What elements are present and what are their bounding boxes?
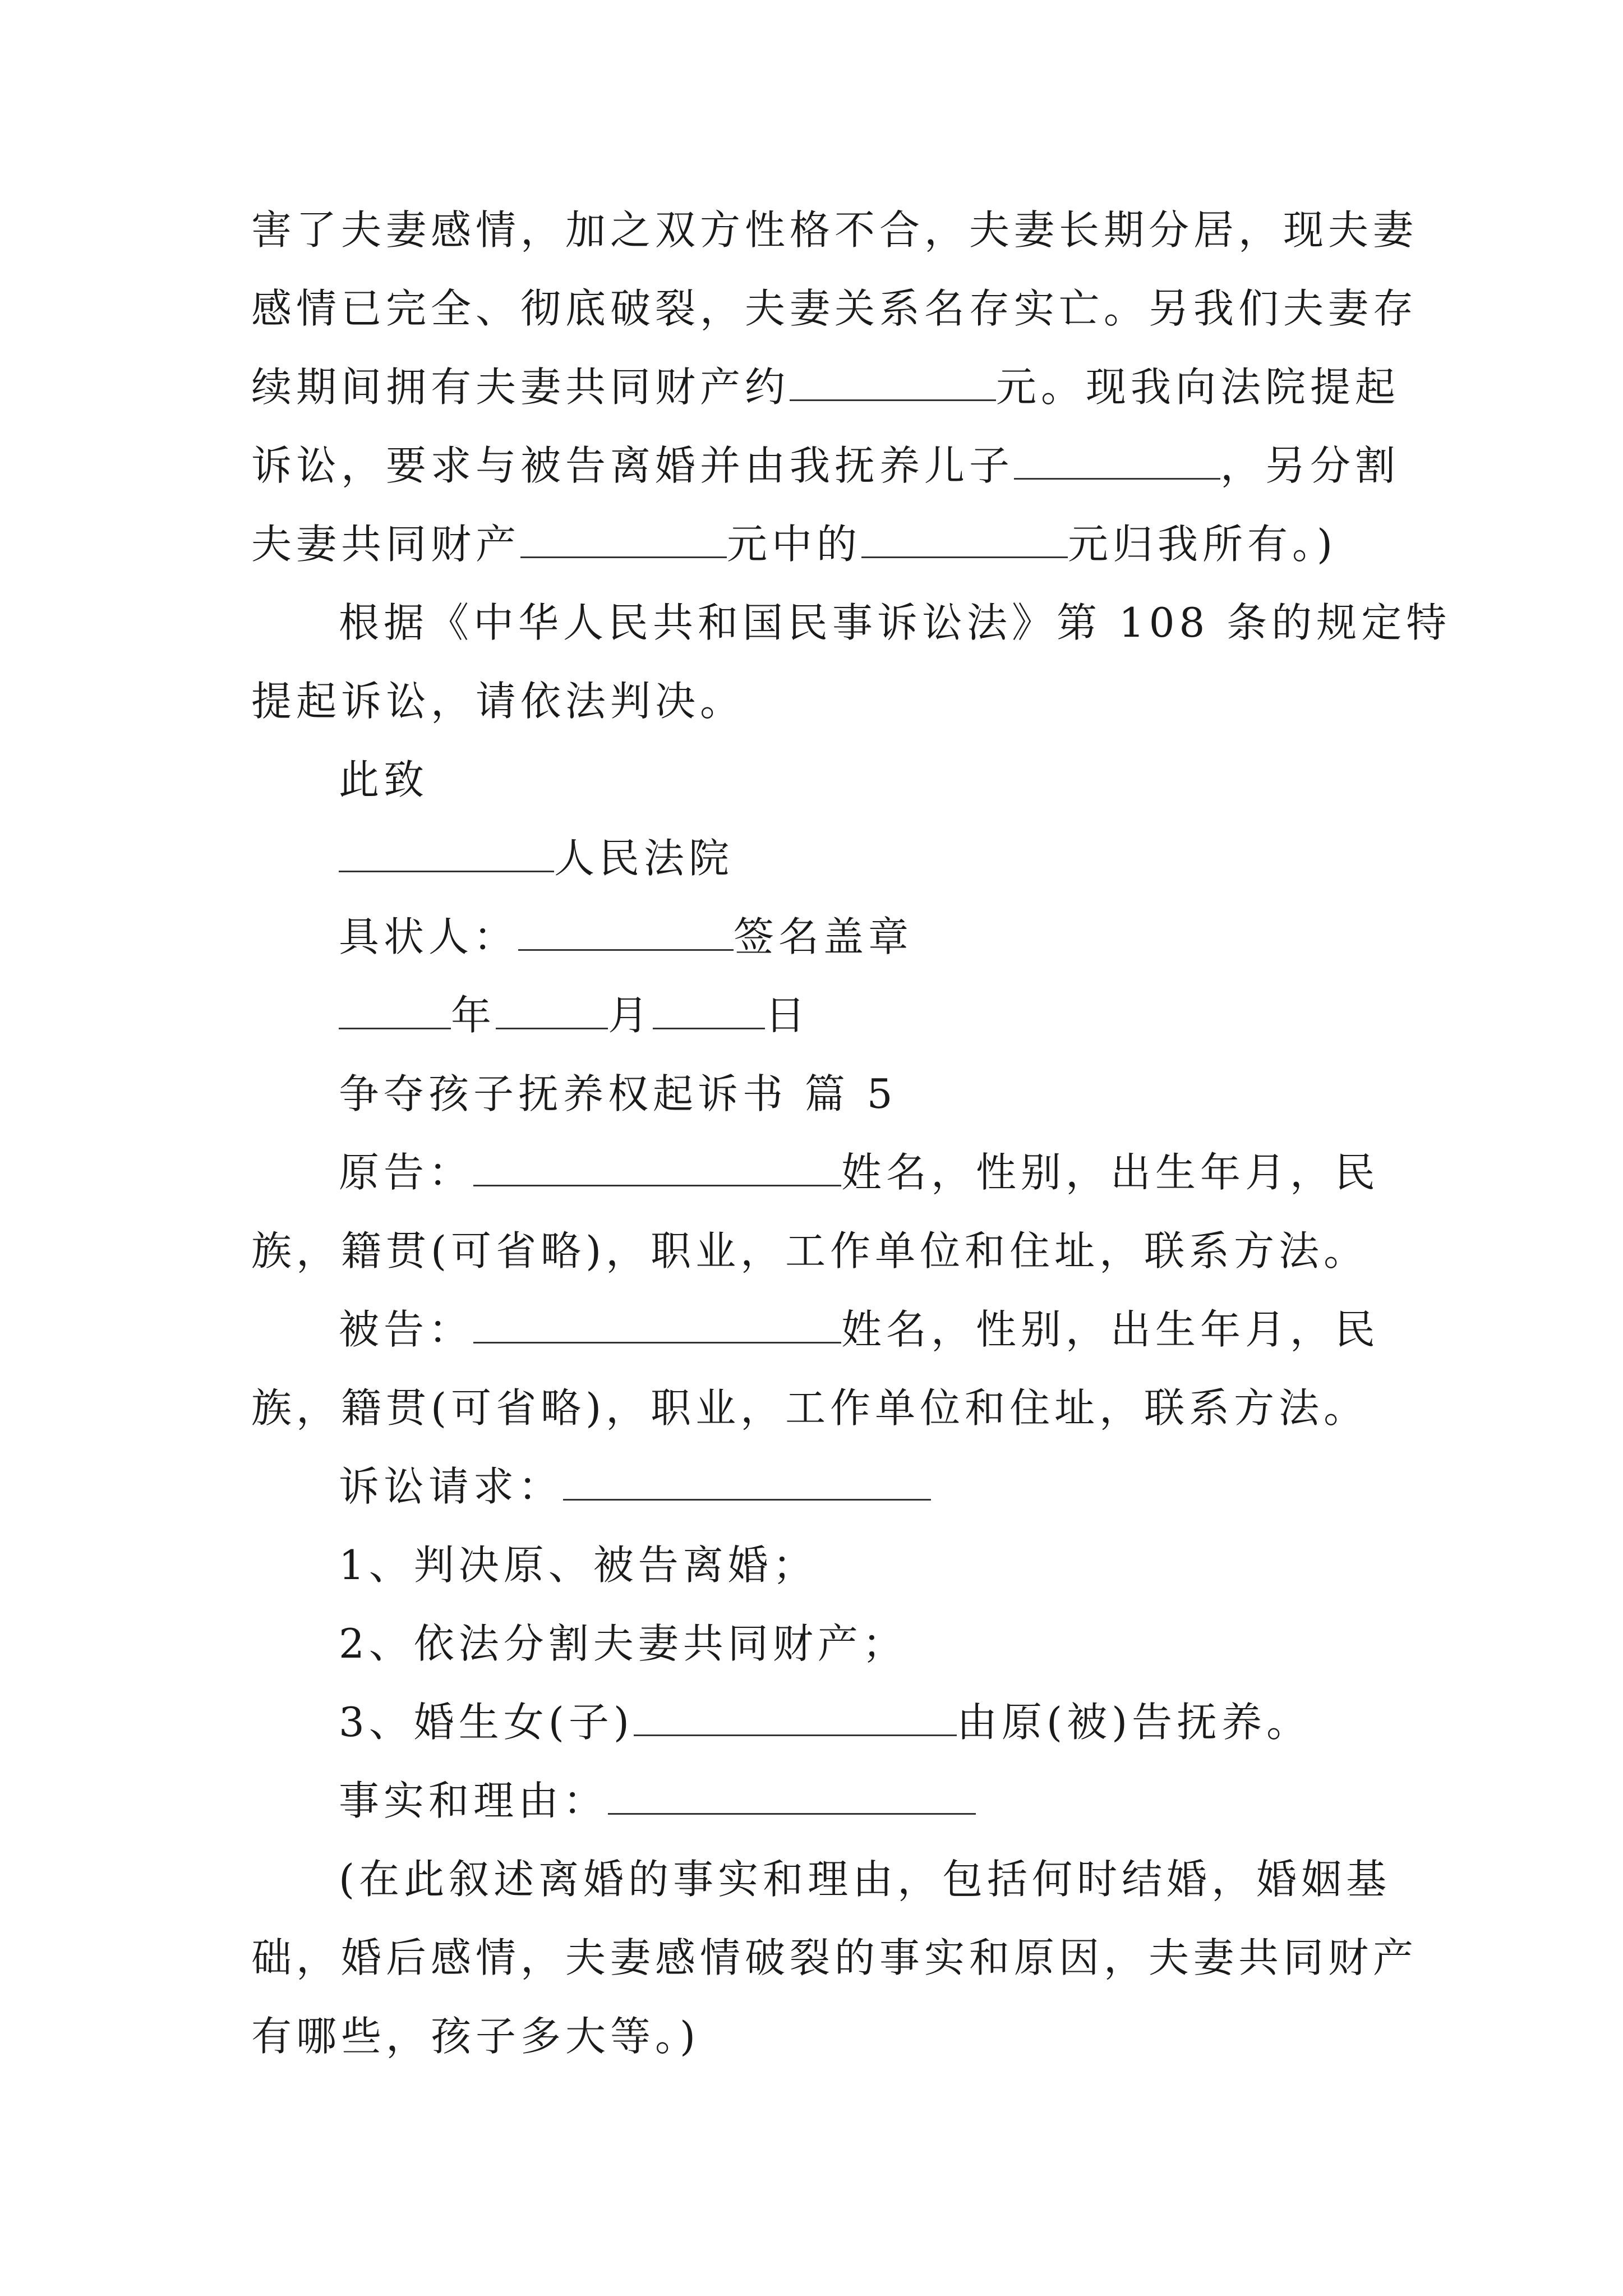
text-line — [251, 674, 745, 728]
defendant-line — [339, 1303, 1380, 1356]
facts-text: 有哪些，孩子多大等。) — [251, 2013, 700, 2060]
salutation-text: 此致 — [339, 756, 429, 803]
claim-item — [339, 1695, 1311, 1749]
claims-blank — [563, 1466, 931, 1501]
paragraph-text: 元归我所有。) — [1068, 521, 1338, 568]
plaintiff-line — [339, 1145, 1380, 1199]
text-line — [251, 282, 1418, 335]
claim-item — [339, 1617, 907, 1671]
plaintiff-text: 族，籍贯(可省略)，职业，工作单位和住址，联系方法。 — [251, 1227, 1369, 1274]
year-label: 年 — [451, 992, 496, 1039]
text-line — [251, 2009, 700, 2063]
text-line — [251, 517, 1337, 571]
claims-label: 诉讼请求： — [339, 1463, 564, 1510]
signer-line — [339, 910, 913, 964]
paragraph-text: 续期间拥有夫妻共同财产约 — [251, 364, 790, 411]
month-label: 月 — [608, 992, 653, 1039]
court-text: 人民法院 — [554, 835, 734, 882]
plaintiff-blank — [473, 1152, 841, 1186]
defendant-text: 族，籍贯(可省略)，职业，工作单位和住址，联系方法。 — [251, 1384, 1369, 1432]
amount-blank — [790, 367, 996, 401]
paragraph-text: 夫妻共同财产 — [251, 521, 521, 568]
day-blank — [653, 995, 765, 1029]
plaintiff-text: 姓名，性别，出生年月，民 — [841, 1149, 1380, 1196]
signature-stamp-text: 签名盖章 — [734, 913, 914, 960]
share-amount-blank — [861, 524, 1068, 558]
defendant-text: 姓名，性别，出生年月，民 — [841, 1306, 1380, 1353]
paragraph-text: 提起诉讼，请依法判决。 — [251, 678, 745, 725]
paragraph-text: 根据《中华人民共和国民事诉讼法》第 108 条的规定特 — [339, 599, 1451, 646]
date-line — [339, 988, 810, 1042]
section-title-text: 争夺孩子抚养权起诉书 篇 5 — [339, 1070, 897, 1117]
paragraph-text: ，另分割 — [1220, 442, 1400, 489]
claim-item-text: 由原(被)告抚养。 — [957, 1699, 1312, 1746]
text-line — [251, 439, 1400, 493]
facts-text: (在此叙述离婚的事实和理由，包括何时结婚，婚姻基 — [339, 1856, 1391, 1903]
facts-blank — [608, 1780, 976, 1815]
court-line — [339, 831, 734, 885]
claim-item-text: 1、判决原、被告离婚； — [339, 1542, 818, 1589]
defendant-label: 被告： — [339, 1306, 474, 1353]
facts-label: 事实和理由： — [339, 1777, 608, 1824]
text-line — [339, 596, 1451, 650]
claim-item-text: 3、婚生女(子) — [339, 1699, 634, 1746]
paragraph-text: 诉讼，要求与被告离婚并由我抚养儿子 — [251, 442, 1015, 489]
plaintiff-label: 原告： — [339, 1149, 474, 1196]
text-line — [251, 1931, 1418, 1985]
salutation — [339, 753, 428, 807]
defendant-blank — [473, 1309, 841, 1343]
text-line — [251, 1381, 1368, 1435]
signer-label: 具状人： — [339, 913, 519, 960]
text-line — [251, 203, 1418, 257]
text-line — [251, 360, 1400, 414]
signer-blank — [518, 917, 734, 951]
child-blank — [634, 1702, 957, 1736]
claim-item — [339, 1538, 818, 1592]
paragraph-text: 害了夫妻感情，加之双方性格不合，夫妻长期分居，现夫妻 — [251, 206, 1418, 254]
section-title — [339, 1067, 897, 1121]
child-name-blank — [1014, 445, 1220, 480]
court-name-blank — [339, 838, 554, 872]
paragraph-text: 元。现我向法院提起 — [996, 364, 1400, 411]
month-blank — [496, 995, 608, 1029]
year-blank — [339, 995, 451, 1029]
claim-item-text: 2、依法分割夫妻共同财产； — [339, 1620, 907, 1667]
paragraph-text: 感情已完全、彻底破裂，夫妻关系名存实亡。另我们夫妻存 — [251, 285, 1418, 332]
total-property-blank — [520, 524, 727, 558]
paragraph-text: 元中的 — [727, 521, 862, 568]
claims-line — [339, 1460, 931, 1513]
facts-text: 础，婚后感情，夫妻感情破裂的事实和原因，夫妻共同财产 — [251, 1934, 1418, 1981]
facts-line — [339, 1774, 976, 1828]
day-label: 日 — [765, 992, 810, 1039]
text-line — [339, 1852, 1391, 1906]
text-line — [251, 1224, 1368, 1278]
